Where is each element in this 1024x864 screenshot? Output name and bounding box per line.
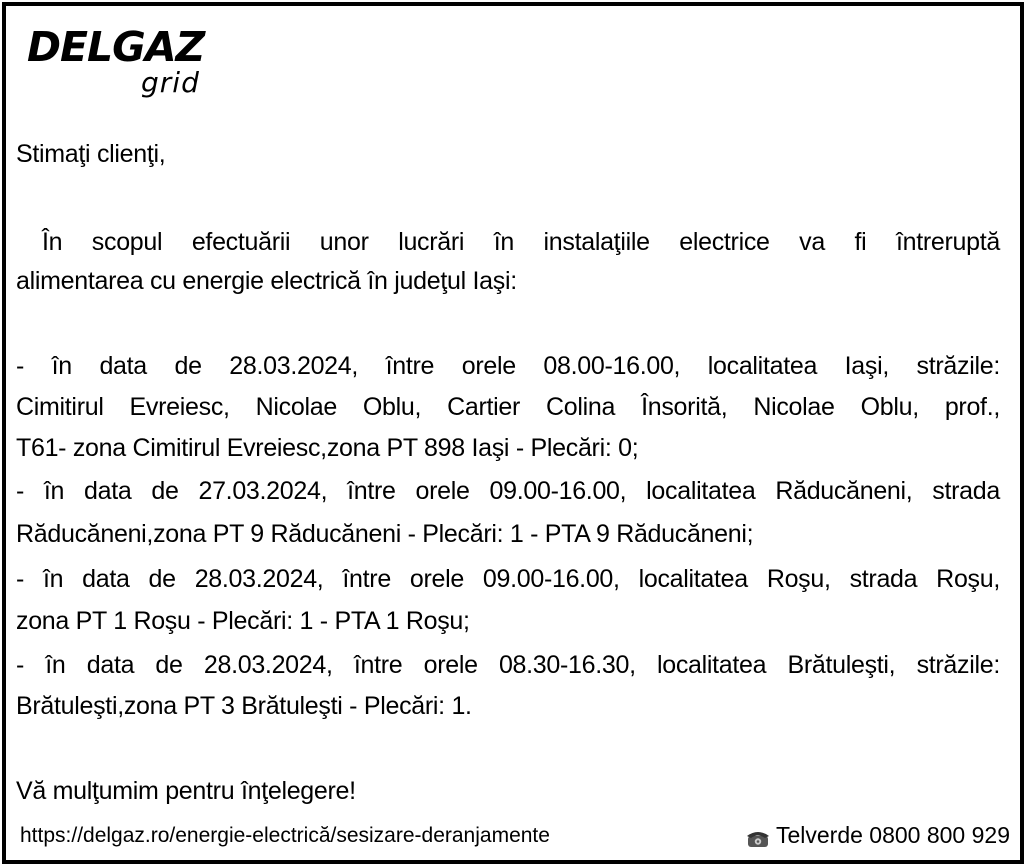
notice-1-line-2: Cimitirul Evreiesc, Nicolae Oblu, Cartier Colina Însorită, Nicolae Oblu, prof., [16,393,1000,421]
closing-message: Vă mulţumim pentru înţelegere! [16,777,356,805]
logo-subtitle: grid [141,66,200,99]
phone-text: Telverde 0800 800 929 [775,822,1010,848]
notice-2-line-1: - în data de 27.03.2024, între orele 09.00-16.00, localitatea Răducăneni, strada [16,477,1000,505]
notice-4-line-1: - în data de 28.03.2024, între orele 08.30-16.30, localitatea Brătuleşti, străzile: [16,651,1000,679]
notice-1-line-1: - în data de 28.03.2024, între orele 08.00-16.00, localitatea Iaşi, străzile: [16,352,1000,380]
notice-3-line-2: zona PT 1 Roşu - Plecări: 1 - PTA 1 Roşu; [16,607,470,635]
notice-1-line-3: T61- zona Cimitirul Evreiesc,zona PT 898 Iaşi - Plecări: 0; [16,434,639,462]
deranjamente-link[interactable]: https://delgaz.ro/energie-electrică/sesizare-deranjamente [20,824,550,847]
greeting: Stimaţi clienţi, [16,140,166,168]
delgaz-grid-logo [27,22,227,102]
telephone-icon [746,825,770,845]
intro-text-1: În scopul efectuării unor lucrări în instalaţiile electrice va fi întreruptă [42,228,1000,256]
logo-wordmark: DELGAZ [27,23,205,71]
intro-line-1 [16,224,1000,261]
telverde-phone [746,820,1010,850]
notice-2-line-2: Răducăneni,zona PT 9 Răducăneni - Plecări: 1 - PTA 9 Răducăneni; [16,520,754,548]
intro-line-2: alimentarea cu energie electrică în judeţul Iaşi: [16,267,517,295]
notice-3-line-1: - în data de 28.03.2024, între orele 09.00-16.00, localitatea Roşu, strada Roşu, [16,565,1000,593]
notice-4-line-2: Brătuleşti,zona PT 3 Brătuleşti - Plecări: 1. [16,692,472,720]
